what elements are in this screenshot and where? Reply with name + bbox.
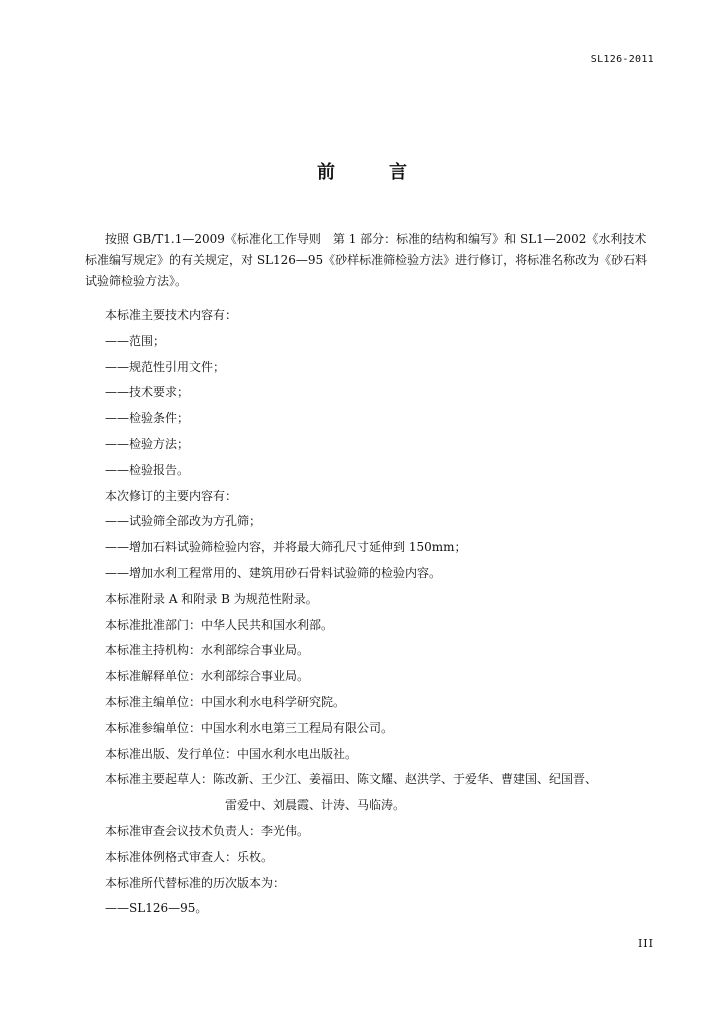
body-line: 本标准主要起草人：陈改新、王少江、姜福田、陈文耀、赵洪学、于爱华、曹建国、纪国晋、 xyxy=(105,772,598,787)
body-line: 本标准主要技术内容有： xyxy=(105,308,238,322)
body-line: ——范围； xyxy=(105,333,166,348)
body-line: ——SL126—95。 xyxy=(105,901,208,916)
body-line: ——增加石料试验筛检验内容，并将最大筛孔尺寸延伸到 150mm； xyxy=(105,540,467,555)
body-line: ——检验条件； xyxy=(105,411,190,426)
body-line: ——检验方法； xyxy=(105,436,190,451)
body-line-continuation: 雷爱中、刘晨霞、计涛、马临涛。 xyxy=(225,798,406,813)
body-line: 本标准主持机构：水利部综合事业局。 xyxy=(105,643,310,658)
intro-paragraph: 按照 GB/T1.1—2009《标准化工作导则 第 1 部分：标准的结构和编写》和 SL1—2002《水利技术标准编写规定》的有关规定，对 SL126—95《砂样标准筛检验方法》进行修订，将标准名称改为《砂石料试验筛检验方法》。 xyxy=(85,232,648,288)
body-line: 本标准出版、发行单位：中国水利水电出版社。 xyxy=(105,746,358,761)
body-line: ——增加水利工程常用的、建筑用砂石骨料试验筛的检验内容。 xyxy=(105,565,442,580)
body-line: 本次修订的主要内容有： xyxy=(105,488,238,503)
body-line: ——技术要求； xyxy=(105,385,190,400)
body-line: 本标准解释单位：水利部综合事业局。 xyxy=(105,669,310,684)
body-line: 本标准审查会议技术负责人：李光伟。 xyxy=(105,823,310,838)
body-line: 本标准体例格式审查人：乐枚。 xyxy=(105,849,274,864)
body-line: 本标准所代替标准的历次版本为： xyxy=(105,875,286,890)
body-line: ——规范性引用文件； xyxy=(105,359,226,374)
standard-code: SL126-2011 xyxy=(590,54,654,65)
body-line: 本标准参编单位：中国水利水电第三工程局有限公司。 xyxy=(105,720,394,735)
body-line: 本标准附录 A 和附录 B 为规范性附录。 xyxy=(105,591,318,606)
document-body xyxy=(85,229,657,922)
body-line: ——检验报告。 xyxy=(105,462,190,477)
body-line: 本标准主编单位：中国水利水电科学研究院。 xyxy=(105,694,346,709)
body-line: ——试验筛全部改为方孔筛； xyxy=(105,514,262,529)
body-line: 本标准批准部门：中华人民共和国水利部。 xyxy=(105,617,334,632)
page-number: III xyxy=(637,937,654,950)
page-title: 前 言 xyxy=(317,162,425,183)
